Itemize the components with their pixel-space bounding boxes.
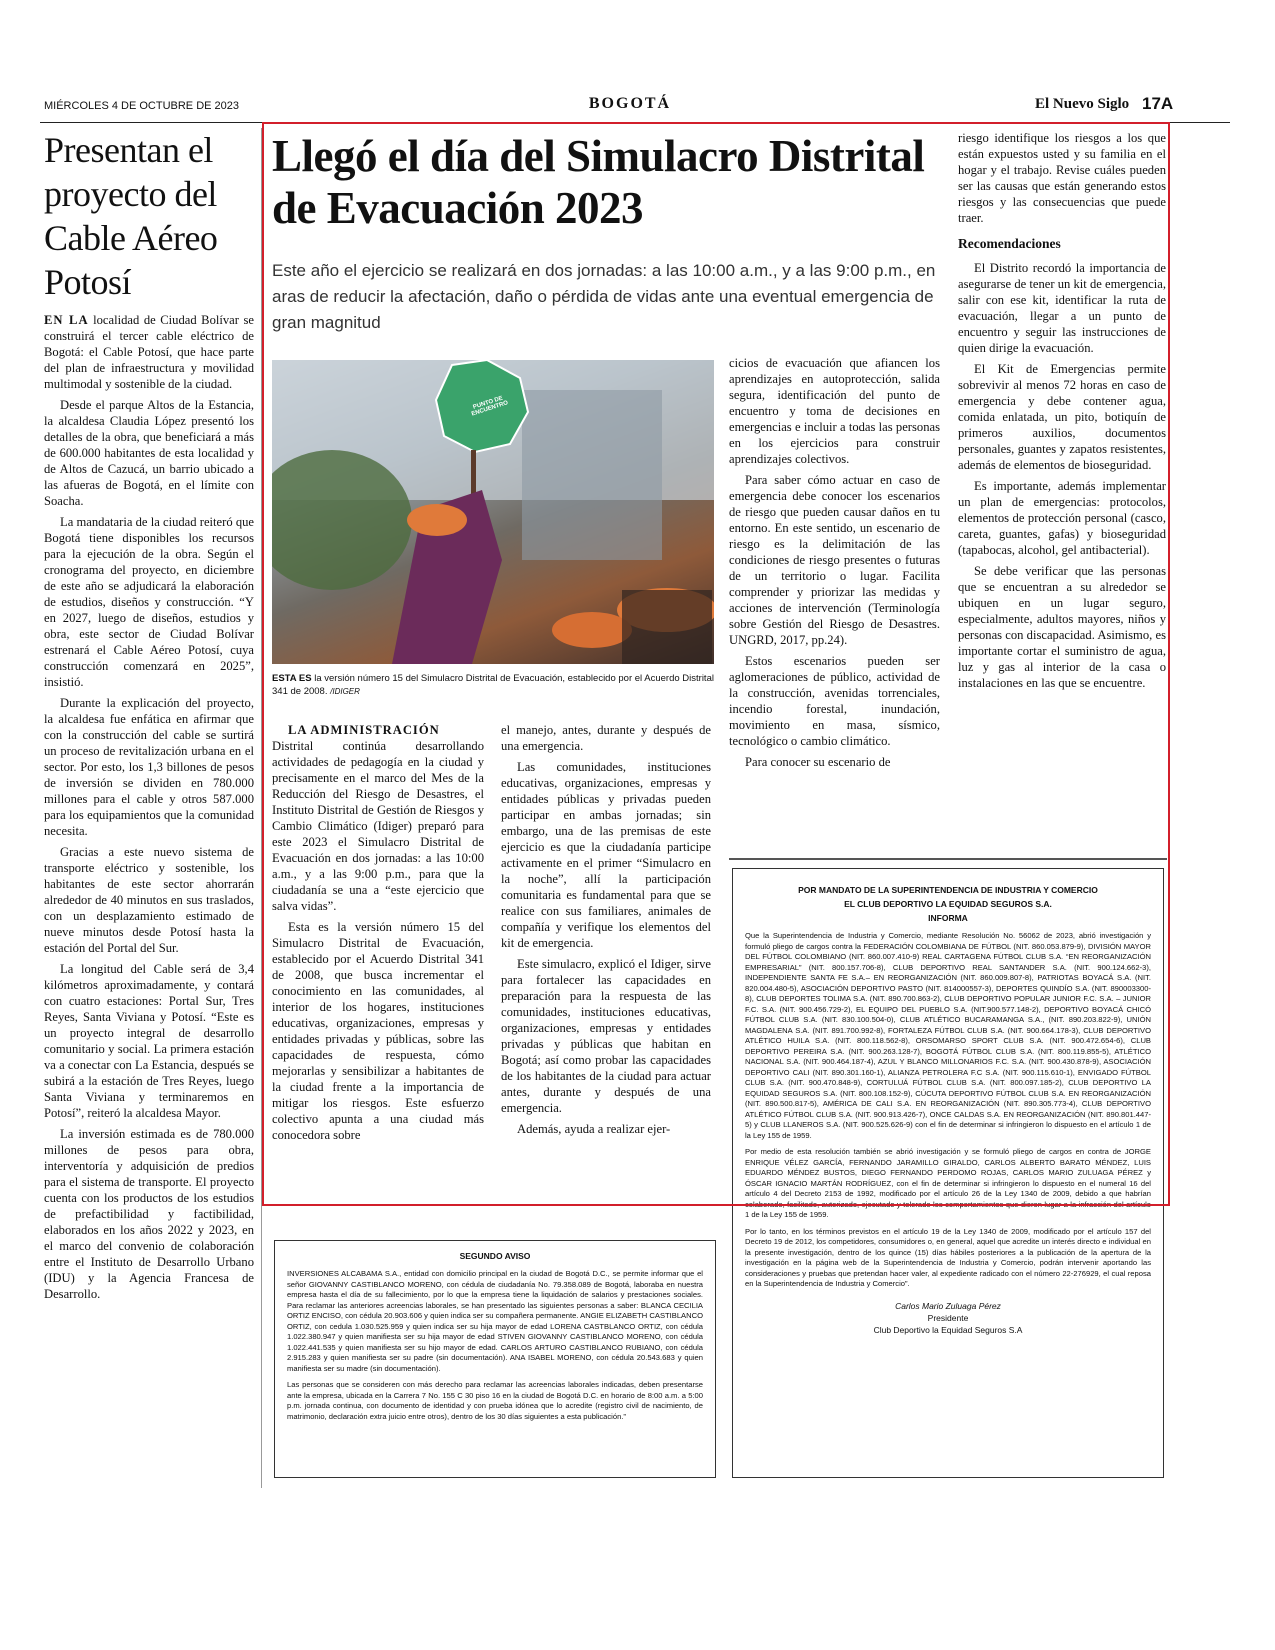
notice-title-3: INFORMA [928, 913, 968, 923]
main-paragraph: Para conocer su escenario de [745, 755, 891, 769]
notice-paragraph: Por lo tanto, en los términos previstos en el artículo 19 de la Ley 1340 de 2009, modificado por el artículo 157 del Decreto 19 de 2012, los competidores, consumidores o, en general, aquel que acredite un interés directo e individual en la presente investigación, dentro de los quince (15) días hábiles posteriores a la publicación de la apertura de la investigación en la página web de la Superintendencia de Industria y Comercio, podrán intervenir aportando las consideraciones y pruebas que pretendan hacer valer, al expediente radicado con el número 22-276929, el cual reposa en la Superintendencia de Industria y Comercio”. [745, 1226, 1151, 1288]
caption-credit: /IDIGER [330, 687, 360, 696]
main-paragraph: Las comunidades, instituciones educativas, organizaciones, empresas y entidades públicas y privadas pueden participar en ambas jornadas; sin embargo, una de las premisas de este ejercicio es que la ciudadanía participe activamente en el primer “Simulacro en la noche”, allí la participación comunitaria es fundamental para que se realice con sus familiares, animales de compañía y verifique los elementos del kit de emergencia. [501, 760, 711, 950]
main-paragraph: Estos escenarios pueden ser aglomeraciones de público, actividad de la construcción, avenidas torrenciales, incendio forestal, inundación, movimiento en masa, sísmico, tecnológico o cambio climático. [729, 654, 940, 748]
notice-paragraph: Las personas que se consideren con más derecho para reclamar las acreencias laborales indicadas, deben presentarse ante la empresa, ubicada en la Carrera 7 No. 155 C 30 piso 16 en la ciudad de Bogotá D.C. en horario de 8:00 a.m. a 5:00 p.m. jornada continua, con documento de identidad y con prueba idónea que lo acredite (registro civil de nacimiento, de matrimonio, declaración extra juicio entre otros), dentro de los 30 días siguientes a esta publicación.” [287, 1380, 703, 1421]
signature-org: Club Deportivo la Equidad Seguros S.A [873, 1324, 1023, 1335]
left-paragraph: Durante la explicación del proyecto, la alcaldesa fue enfática en afirmar que con la construcción del cable se surtirá un proceso de revitalización urbana en el sector. Por esto, los 1,3 billones de pesos de inversión se dividen en 780.000 millones para el cable y otros 587.000 para los equipamientos que la comunidad necesita. [44, 696, 254, 838]
main-paragraph: el manejo, antes, durante y después de una emergencia. [501, 723, 711, 753]
main-paragraph: Se debe verificar que las personas que se encuentran a su alrededor se ubiquen en un lugar seguro, especialmente, adultos mayores, niños y personas con discapacidad. Asimismo, es importante cortar el suministro de agua, luz y gas al interior de la casa o instalaciones en las que se encuentre. [958, 564, 1166, 690]
signature-name: Carlos Mario Zuluaga Pérez [895, 1300, 1001, 1311]
left-paragraph: La longitud del Cable será de 3,4 kilómetros aproximadamente, y contará con cuatro estaciones: Portal Sur, Tres Reyes, Santa Viviana y Potosí. “Este es un proyecto integral de desarrollo comunitario y social. La primera estación va a conectar con La Estancia, después se subirá a la estación de Tres Reyes, luego Santa Viviana y terminaremos en Potosí”, reiteró la alcaldesa Mayor. [44, 962, 254, 1120]
notice-segundo-aviso [274, 1240, 716, 1478]
main-paragraph: Distrital continúa desarrollando actividades de pedagogía en la ciudad y precisamente en el marco del Mes de la Reducción del Riesgo de Desastres, el Instituto Distrital de Gestión de Riesgos y Cambio Climático (Idiger) preparó para este 2023 el Simulacro Distrital de Evacuación en dos jornadas: a las 10:00 a.m., y a las 9:00 p.m., para que la ciudadanía se una a “este ejercicio que salva vidas”. [272, 739, 484, 913]
notice-signature [745, 1300, 1151, 1336]
caption-lead: ESTA ES [272, 673, 312, 684]
left-paragraph: localidad de Ciudad Bolívar se construirá el tercer cable eléctrico de Bogotá: el Cable Potosí, que hace parte del plan de infraestructura y movilidad multimodal y sostenible de la ciudad. [44, 313, 254, 391]
subhead-recomendaciones: Recomendaciones [958, 236, 1061, 251]
main-paragraph: cicios de evacuación que afiancen los aprendizajes en autoprotección, salida segura, identificación del punto de encuentro y toma de decisiones en emergencias e incluir a todas las personas en los ejercicios para construir aprendizajes colectivos. [729, 356, 940, 466]
signature-role: Presidente [927, 1312, 969, 1323]
left-headline: Presentan el proyecto del Cable Aéreo Potosí [44, 130, 218, 302]
main-paragraph: Este simulacro, explicó el Idiger, sirve para fortalecer las capacidades en preparación para la respuesta de las comunidades, instituciones educativas, organizaciones, empresas y entidades privadas y públicas que habitan en Bogotá; así como probar las capacidades de los habitantes de la ciudad para actuar antes, durante y después de una emergencia. [501, 957, 711, 1115]
main-lead-caps: LA ADMINISTRACIÓN [288, 723, 440, 737]
notice-title: SEGUNDO AVISO [459, 1251, 531, 1261]
left-paragraph: Gracias a este nuevo sistema de transporte eléctrico y sostenible, los habitantes de este sector ahorrarán alrededor de 40 minutos en sus traslados, con un desplazamiento estimado de nueve minutos desde Potosí hasta la estación del Portal del Sur. [44, 845, 254, 955]
notice-paragraph: Que la Superintendencia de Industria y Comercio, mediante Resolución No. 56062 de 2023, abrió investigación y formuló pliego de cargos contra la FEDERACIÓN COLOMBIANA DE FÚTBOL (NIT. 860.053.879-9), DIVISIÓN MAYOR DEL FÚTBOL COLOMBIANO (NIT. 860.007.410-9) REAL CARTAGENA FÚTBOL CLUB S.A. “EN REORGANIZACIÓN EMPRESARIAL” (NIT. 800.157.706-8), CLUB DEPORTIVO REAL SANTANDER S.A. (NIT. 900.124.662-3), INDEPENDIENTE SANTA FE S.A.– EN REORGANIZACIÓN (NIT. 860.009.807-8), PATRIOTAS BOYACÁ S.A. (NIT. 820.004.480-5), ASOCIACIÓN DEPORTIVO PASTO (NIT. 814000557-3), DEPORTES QUINDÍO S.A. (NIT. 890003300-8), CLUB DEPORTES TOLIMA S.A. (NIT. 890.700.863-2), CLUB DEPORTIVO POPULAR JUNIOR F.C. S.A. – JUNIOR F.C. S.A. (NIT. 900.456.729-2), EL EQUIPO DEL PUEBLO S.A. (NIT.900.577.148-2), DEPORTIVO BOYACÁ CHICÓ FÚTBOL CLUB S.A. (NIT. 830.100.504-0), CLUB ATLÉTICO BUCARAMANGA S.A., (NIT. 890.203.822-9), UNIÓN MAGDALENA S.A. (NIT. 891.700.992-8), FORTALEZA FÚTBOL CLUB S.A. (NIT. 900.664.178-3), CLUB DEPORTIVO ATLÉTICO HUILA S.A. (NIT. 800.118.562-8), ORSOMARSO SPORT CLUB S.A. (NIT. 900.472.654-6), CLUB DEPORTIVO PEREIRA S.A. (NIT. 900.263.128-7), BOGOTÁ FÚTBOL CLUB S.A. (NIT. 800.119.855-5), ATLÉTICO NACIONAL S.A. (NIT. 900.464.187-4), AZUL Y BLANCO MILLONARIOS F.C. S.A. (NIT. 900.430.878-9), ASOCIACIÓN DEPORTIVO CALI (NIT. 890.301.160-1), ALIANZA PETROLERA F.C S.A. (NIT. 900.115.610-1), ENVIGADO FÚTBOL CLUB S.A. (NIT. 900.470.848-9), CORTULUÁ FÚTBOL CLUB S.A. (NIT. 800.097.185-2), CLUB DEPORTIVO LA EQUIDAD SEGUROS S.A. (NIT. 800.108.152-9), CÚCUTA DEPORTIVO FÚTBOL CLUB S.A. EN REORGANIZACIÓN (NIT. 890.500.817-5), AMÉRICA DE CALI S.A. EN REORGANIZACIÓN (NIT. 890.305.773-4), CLUB DEPORTIVO ATLÉTICO FÚTBOL CLUB S.A. (NIT. 900.913.426-7), ONCE CALDAS S.A. EN REORGANIZACIÓN (NIT. 890.801.447-5) y CLUB LLANEROS S.A. (NIT. 900.525.626-9) con el fin de determinar si infringieron lo dispuesto en el artículo 1 de la Ley 155 de 1959. [745, 931, 1151, 1140]
main-deck: Este año el ejercicio se realizará en dos jornadas: a las 10:00 a.m., y a las 9:00 p.m., en aras de reducir la afectación, daño o pérdida de vidas ante una eventual emergencia de gran magnitud [272, 261, 936, 332]
main-paragraph: Además, ayuda a realizar ejer- [517, 1122, 671, 1136]
highlight-frame [262, 122, 1170, 1206]
main-paragraph: riesgo identifique los riesgos a los que están expuestos usted y su familia en el hogar y el trabajo. Revise cuáles pueden ser las causas que están generando estos riesgos y las consecuencias que puede traer. [958, 131, 1166, 225]
main-paragraph: El Kit de Emergencias permite sobrevivir al menos 72 horas en caso de emergencia y debe contener agua, comida enlatada, un pito, botiquín de primeros auxilios, documentos personales, guantes y zapatos resistentes, además de elementos de bioseguridad. [958, 362, 1166, 472]
left-paragraph: La mandataria de la ciudad reiteró que Bogotá tiene disponibles los recursos para la ejecución de la obra. Según el cronograma del proyecto, en diciembre de este año se adjudicará la elaboración de estudios, diseños y construcción. “Y en 2027, luego de diseños, estudios y obra, este sector de Ciudad Bolívar estrenará el Cable Aéreo Potosí, cuya construcción comenzará en 2025”, insistió. [44, 515, 254, 689]
left-lead-caps: EN LA [44, 313, 89, 327]
notice-title-2: EL CLUB DEPORTIVO LA EQUIDAD SEGUROS S.A. [844, 899, 1052, 909]
section-name: BOGOTÁ [588, 95, 672, 112]
main-paragraph: El Distrito recordó la importancia de asegurarse de tener un kit de emergencia, salir con ese kit, identificar la ruta de evacuación, llegar a un punto de encuentro y seguir las instrucciones de quien dirige la evacuación. [958, 261, 1166, 355]
left-paragraph: La inversión estimada es de 780.000 millones de pesos para obra, interventoría y adquisición de predios para el sistema de transporte. El proyecto cuenta con los productos de los estudios de prefactibilidad y factibilidad, elaborados en los años 2022 y 2023, en el marco del convenio de colaboración entre el Instituto de Desarrollo Urbano (IDU) y la Agencia Francesa de Desarrollo. [44, 1127, 254, 1301]
main-paragraph: Es importante, además implementar un plan de emergencias: protocolos, elementos de protección personal (casco, careta, guantes, gafas) y bioseguridad (tapabocas, alcohol, gel antibacterial). [958, 479, 1166, 557]
caption-text: la versión número 15 del Simulacro Distrital de Evacuación, establecido por el Acuerdo Distrital 341 de 2008. [272, 673, 714, 697]
newspaper-name: El Nuevo Siglo [1035, 96, 1130, 112]
photo-sign-text: PUNTO DE ENCUENTRO [470, 395, 509, 418]
notice-body [287, 1269, 703, 1422]
issue-date: MIÉRCOLES 4 DE OCTUBRE DE 2023 [44, 100, 240, 112]
main-headline: Llegó el día del Simulacro Distrital de Evacuación 2023 [272, 131, 925, 233]
main-paragraph: Para saber cómo actuar en caso de emergencia debe conocer los escenarios de riesgo que pueden causar daños en tu entorno. En este sentido, un escenario de riesgo es la delimitación de las condiciones de riesgo presentes o futuras de un territorio o lugar. Facilita comprender y priorizar las medidas y acciones de intervención (Terminología sobre Gestión del Riesgo de Desastres. UNGRD, 2017, pp.24). [729, 473, 940, 647]
main-paragraph: Esta es la versión número 15 del Simulacro Distrital de Evacuación, establecido por el Acuerdo Distrital 341 de 2008, que busca incrementar el conocimiento en las comunidades, al interior de los hogares, instituciones educativas, organizaciones, empresas y entidades privadas y públicas, sobre las capacidades de respuesta, cómo mejorarlas y sensibilizar a habitantes de la ciudad frente a la importancia de mitigar los riesgos. Este esfuerzo colectivo apunta a una ciudad más conocedora sobre [272, 920, 484, 1142]
notice-paragraph: INVERSIONES ALCABAMA S.A., entidad con domicilio principal en la ciudad de Bogotá D.C., se permite informar que el señor GIOVANNY CASTIBLANCO MORENO, con cédula de ciudadanía No. 79.358.089 de Bogotá, laboraba en nuestra empresa hasta el día de su fallecimiento, por lo que la empresa tiene la liquidación de salarios y prestaciones sociales. Para reclamar las anteriores acreencias laborales, se han presentado las siguientes personas a saber: BLANCA CECILIA ORTIZ ENCISO, con cédula 20.903.606 y quien indica ser su compañera permanente. ANGIE ELIZABETH CASTIBLANCO ORTIZ, con cedula 1.030.525.959 y quien indica ser su hija mayor de edad LORENA CASTBLANCO ORTIZ, con cédula 1.022.380.947 y quien manifiesta ser su hija mayor de edad STIVEN GIOVANNY CASTIBLANCO MORENO, con cédula 1.022.441.535 y quien manifiesta ser su hijo mayor de edad. CARLOS ARTURO CASTIBLANCO RUBIANO, con cédula 2.915.283 y quien manifiesta ser su padre (sin documentación). ANA ISABEL MORENO, con cédula 20.543.683 y quien manifiesta ser su madre (sin documentación). [287, 1269, 703, 1373]
page-number: 17A [1142, 94, 1174, 113]
left-paragraph: Desde el parque Altos de la Estancia, la alcaldesa Claudia López presentó los detalles de la obra, que beneficiará a más de 600.000 habitantes de esta localidad y de Altos de Cazucá, un barrio ubicado a las afueras de Bogotá, en el límite con Soacha. [44, 398, 254, 508]
left-article-body [44, 312, 254, 1307]
notice-paragraph: Por medio de esta resolución también se abrió investigación y se formuló pliego de cargos en contra de JORGE ENRIQUE VÉLEZ GARCÍA, FERNANDO JARAMILLO GIRALDO, CARLOS ALBERTO BARATO MÉNDEZ, LUIS EDUARDO MÉNDEZ BUSTOS, DIEGO FERNANDO PERDOMO ROJAS, CARLOS MARIO ZULUAGA PÉREZ y ÓSCAR IGNACIO MARTÁN RODRÍGUEZ, con el fin de determinar si infringieron lo dispuesto en el numeral 16 del artículo 4 del Decreto 2153 de 1992, modificado por el artículo 26 de la Ley 1340 de 2009, debido a que habrían colaborado, facilitado, autorizado, ejecutado y tolerado los comportamientos que dieron lugar a la infracción del artículo 1 de la Ley 155 de 1959. [745, 1147, 1151, 1219]
notice-title-1: POR MANDATO DE LA SUPERINTENDENCIA DE INDUSTRIA Y COMERCIO [798, 885, 1098, 895]
